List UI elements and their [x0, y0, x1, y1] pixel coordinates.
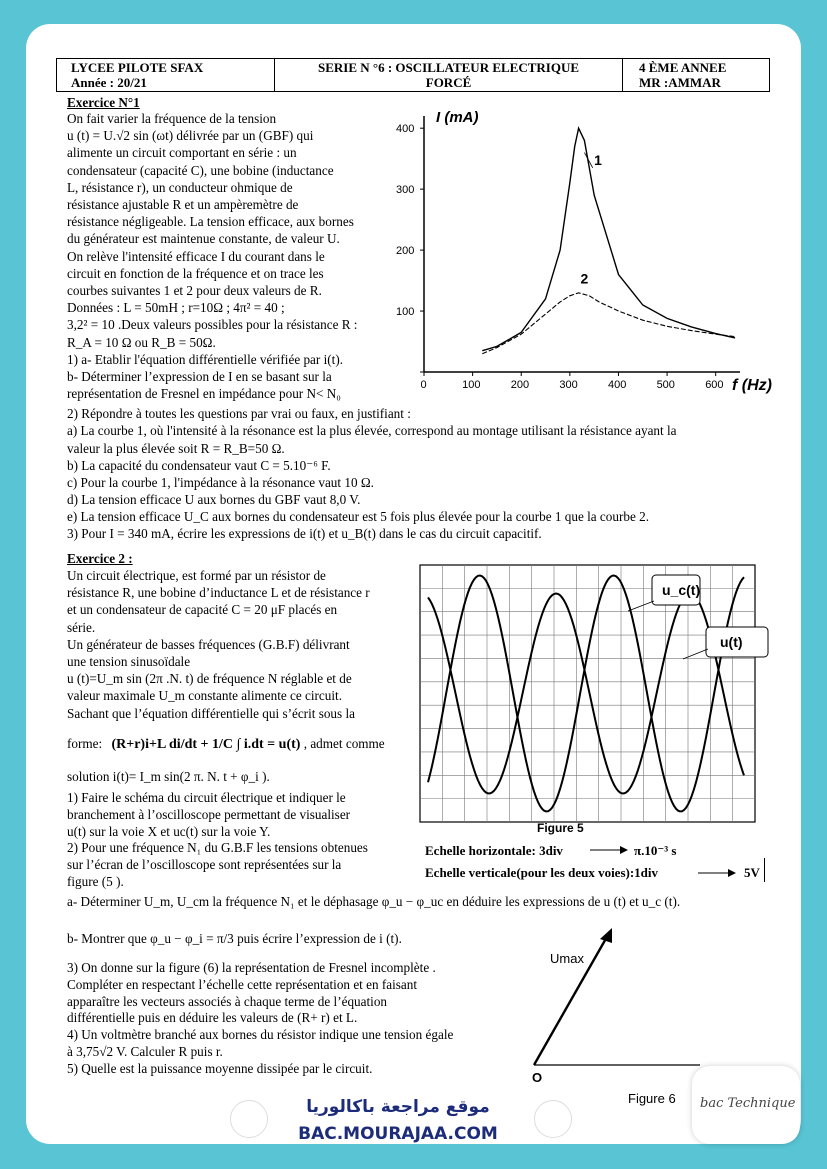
text-line: 3,2² = 10 .Deux valeurs possibles pour la résistance R : [67, 317, 358, 333]
text-line: u (t)=U_m sin (2π .N. t) de fréquence N réglable et de [67, 671, 352, 687]
text-line: alimente un circuit comportant en série : un [67, 145, 297, 161]
text-line: 5) Quelle est la puissance moyenne dissipée par le circuit. [67, 1060, 373, 1076]
y-axis-label: I (mA) [436, 109, 479, 126]
site-name-arabic: موقع مراجعة باكالوريا [306, 1097, 490, 1117]
text-line: courbes suivantes 1 et 2 pour deux valeurs de R. [67, 283, 322, 298]
serie-title: SERIE N °6 : OSCILLATEUR ELECTRIQUE [317, 60, 580, 75]
grade: 4 ÈME ANNEE [639, 60, 727, 75]
ex1-q3: 3) Pour I = 340 mA, écrire les expressions de i(t) et u_B(t) dans le cas du circuit capacitif. [67, 526, 542, 541]
ex1-q2c: c) Pour la courbe 1, l'impédance à la résonance vaut 10 Ω. [67, 475, 374, 490]
solution-line: solution i(t)= I_m sin(2 π. N. t + φ_i ). [67, 769, 270, 784]
text-line: sur l’écran de l’oscilloscope sont représentées sur la [67, 857, 342, 873]
school-year: Année : 20/21 [71, 75, 147, 90]
ex1-q2a-2: valeur la plus élevée soit R = R_B=50 Ω. [67, 441, 285, 456]
equation-line [67, 735, 385, 753]
figure6-caption: Figure 6 [628, 1091, 676, 1106]
header-serie-cell [275, 59, 623, 91]
u-label: u(t) [720, 634, 743, 650]
text-line: On relève l'intensité efficace I du courant dans le [67, 248, 325, 264]
uc-label: u_c(t) [662, 582, 701, 598]
y-tick-label: 300 [396, 184, 415, 197]
x-tick-label: 300 [559, 379, 578, 391]
curve-2-label: 2 [580, 270, 589, 287]
fresnel-diagram [520, 925, 710, 1085]
x-tick-label: 200 [510, 379, 530, 391]
q2b-suffix: puis écrire l’expression de i (t). [233, 931, 402, 946]
differential-equation: (R+r)i+L di/dt + 1/C ∫ i.dt = u(t) [111, 737, 301, 752]
site-url[interactable]: BAC.MOURAJAA.COM [298, 1124, 498, 1144]
text-line: Un générateur de basses fréquences (G.B.F) délivrant [67, 636, 350, 652]
x-tick-label: 600 [705, 379, 724, 391]
text-line: différentielle puis en déduire les valeurs de (R+ r) et L. [67, 1010, 358, 1026]
text-line: figure (5 ). [67, 874, 124, 889]
oscilloscope-screen [418, 563, 778, 828]
text-line: résistance ajustable R et un ampèremètre de [67, 197, 299, 212]
ex1-q2e: e) La tension efficace U_C aux bornes du condensateur est 5 fois plus élevée pour la courbe 1 que la courbe 2. [67, 509, 649, 524]
ex2-q2a: a- Déterminer U_m, U_cm la fréquence N₁ et le déphasage φ_u − φ_uc en déduire les expressions de u (t) et u_c (t). [67, 894, 681, 909]
text-line: 1) a- Etablir l'équation différentielle vérifiée par i(t). [67, 351, 344, 367]
y-tick-label: 400 [396, 123, 415, 136]
ex2-q2b [67, 930, 402, 947]
curve-1-label: 1 [594, 151, 602, 168]
text-line: R_A = 10 Ω ou R_B = 50Ω. [67, 334, 216, 350]
text-line: apparaître les vecteurs associés à chaque terme de l’équation [67, 993, 388, 1009]
ex1-q2: 2) Répondre à toutes les questions par vrai ou faux, en justifiant : [67, 406, 411, 421]
x-tick-label: 100 [462, 379, 481, 391]
umax-label: Umax [550, 951, 584, 966]
curve-2 [482, 293, 735, 354]
text-line: Un circuit électrique, est formé par un résistor de [67, 568, 326, 583]
text-line: Sachant que l’équation différentielle qui s’écrit sous la [67, 705, 355, 721]
resonance-graph [390, 100, 775, 400]
text-line: valeur maximale U_m constante alimente ce circuit. [67, 688, 342, 704]
header-school-cell [57, 59, 275, 91]
oscilloscope-frame [420, 565, 755, 822]
text-line: u(t) sur la voie X et uc(t) sur la voie Y. [67, 823, 271, 839]
header-grade-cell [623, 59, 769, 91]
text-line: une tension sinusoïdale [67, 654, 191, 669]
text-line: série. [67, 619, 96, 635]
y-tick-label: 200 [396, 245, 415, 258]
text-line: 1) Faire le schéma du circuit électrique et indiquer le [67, 790, 346, 805]
curve-1 [482, 128, 735, 351]
text-line: condensateur (capacité C), une bobine (inductance [67, 162, 334, 178]
umax-arrowhead [600, 928, 612, 943]
q2b-prefix: b- Montrer que φ_u − φ_i = π/3 [67, 931, 234, 946]
x-axis-label: f (Hz) [732, 377, 772, 394]
scale-tick [764, 858, 765, 882]
serie-subtitle: FORCÉ [425, 75, 472, 90]
text-line: résistance négligeable. La tension efficace, aux bornes [67, 214, 354, 230]
text-line: du générateur est maintenue constante, de valeur U. [67, 231, 340, 247]
text-line: 4) Un voltmètre branché aux bornes du résistor indique une tension égale [67, 1027, 454, 1043]
scale-h-arrow [588, 842, 628, 858]
scale-horizontal: Echelle horizontale: 3div [425, 843, 563, 858]
scale-vertical: Echelle verticale(pour les deux voies):1div [425, 865, 659, 880]
text-line: et un condensateur de capacité C = 20 μF placés en [67, 602, 338, 618]
teacher: MR :AMMAR [639, 75, 721, 90]
ex1-q2b: b) La capacité du condensateur vaut C = 5.10⁻⁶ F. [67, 458, 331, 473]
ex1-q2a-1: a) La courbe 1, où l'intensité à la résonance est la plus élevée, correspond au montage utilisant la résistance ayant la [67, 423, 677, 438]
y-tick-label: 100 [396, 306, 415, 319]
text-line: représentation de Fresnel en impédance pour N< N₀ [67, 386, 341, 402]
text-line: 3) On donne sur la figure (6) la représentation de Fresnel incomplète . [67, 960, 436, 975]
ex1-q2d: d) La tension efficace U aux bornes du GBF vaut 8,0 V. [67, 492, 361, 507]
badge-text: bac Technique [700, 1096, 796, 1111]
text-line: branchement à l’oscilloscope permettant de visualiser [67, 806, 351, 822]
text-line: Compléter en respectant l’échelle cette représentation et en faisant [67, 976, 418, 992]
ex1-title: Exercice N°1 [67, 95, 140, 110]
text-line: Données : L = 50mH ; r=10Ω ; 4π² = 40 ; [67, 300, 285, 316]
x-tick-label: 0 [420, 379, 427, 391]
text-line: circuit en fonction de la fréquence et on trace les [67, 265, 324, 281]
text-line: à 3,75√2 V. Calculer R puis r. [67, 1044, 223, 1059]
ex2-title: Exercice 2 : [67, 551, 133, 566]
forme-prefix: forme: [67, 736, 103, 751]
text-line: résistance R, une bobine d’inductance L et de résistance r [67, 585, 370, 601]
x-tick-label: 400 [607, 379, 627, 391]
scale-horizontal-value: π.10⁻³ s [634, 843, 677, 858]
figure5-caption: Figure 5 [537, 821, 584, 835]
site-logo-right [534, 1100, 572, 1138]
text-line: u (t) = U.√2 sin (ωt) délivrée par un (GBF) qui [67, 128, 314, 144]
text-line: 2) Pour une fréquence N₁ du G.B.F les tensions obtenues [67, 840, 368, 856]
x-tick-label: 500 [656, 379, 675, 391]
scale-v-arrow [696, 865, 736, 881]
forme-suffix: , admet comme [303, 736, 385, 751]
school-name: LYCEE PILOTE SFAX [71, 60, 204, 75]
header-table [56, 58, 770, 92]
text-line: L, résistance r), un conducteur ohmique de [67, 179, 293, 195]
scale-vertical-value: 5V [744, 865, 760, 880]
origin-label: O [532, 1070, 543, 1085]
text-line: On fait varier la fréquence de la tension [67, 111, 277, 126]
text-line: b- Déterminer l’expression de I en se basant sur la [67, 369, 332, 384]
bac-technique-badge [692, 1066, 800, 1144]
